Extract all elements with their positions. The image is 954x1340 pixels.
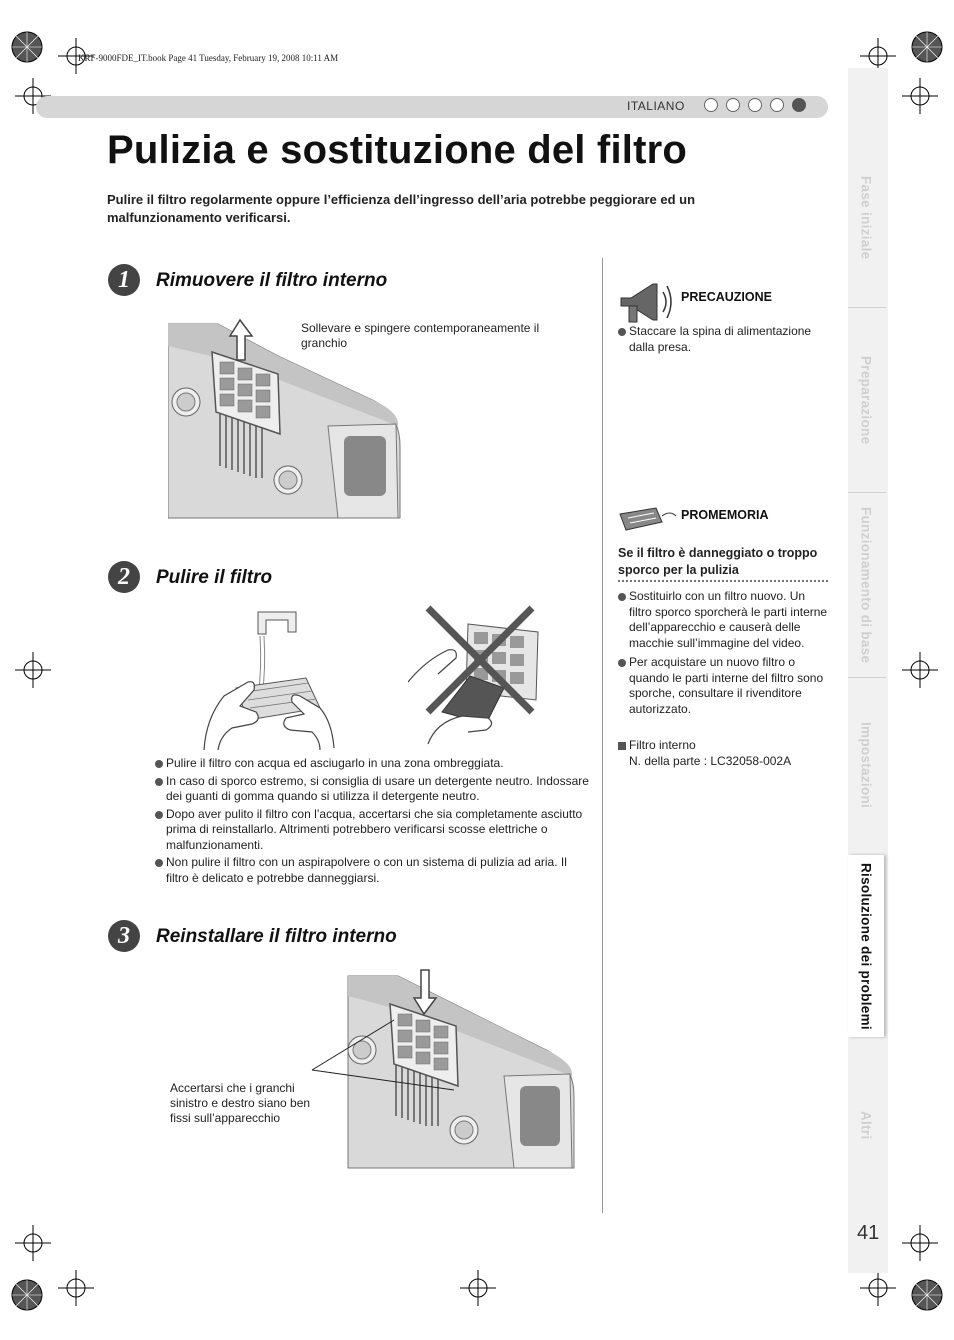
tab-separator: [848, 677, 886, 678]
step-3-caption: Accertarsi che i granchi sinistro e destro siano ben fissi sull’apparecchio: [170, 1081, 311, 1125]
language-label: ITALIANO: [627, 99, 685, 113]
section-progress-dots: [704, 98, 806, 112]
filter-install-illustration: [162, 966, 582, 1176]
book-info-line: KRF-9000FDE_IT.book Page 41 Tuesday, February 19, 2008 10:11 AM: [78, 53, 339, 63]
registration-mark-top-right-rosette: [910, 30, 944, 64]
crosshair-mark: [902, 1225, 938, 1261]
progress-dot: [704, 98, 718, 112]
list-item: In caso di sporco estremo, si consiglia di usare un detergente neutro. Indossare dei guanti di gomma quando si utilizza il detergente neutro.: [155, 774, 590, 805]
registration-mark-bottom-left-rosette: [10, 1278, 44, 1312]
tab-risoluzione-dei-problemi[interactable]: Risoluzione dei problemi: [848, 855, 884, 1037]
tab-separator: [848, 307, 886, 308]
memo-pencil-icon: [618, 504, 678, 532]
memo-list: [618, 589, 828, 719]
crosshair-mark: [902, 78, 938, 114]
registration-mark-top-left-rosette: [10, 30, 44, 64]
step-1-caption: Sollevare e spingere contemporaneamente il granchio: [301, 321, 540, 350]
list-item: Sostituirlo con un filtro nuovo. Un filtro sporco sporcherà le parti interne dell’apparecchio e causerà delle macchie sull’immagine del video.: [618, 589, 828, 651]
step-2-instructions: [155, 756, 590, 888]
tab-separator: [848, 492, 886, 493]
list-item: Per acquistare un nuovo filtro o quando le parti interne del filtro sono sporche, consultare il rivenditore autorizzato.: [618, 655, 828, 717]
tab-preparazione[interactable]: Preparazione: [858, 355, 874, 445]
tab-funzionamento-di-base[interactable]: Funzionamento di base: [858, 506, 874, 664]
caution-label: PRECAUZIONE: [681, 290, 772, 304]
list-item: Dopo aver pulito il filtro con l’acqua, accertarsi che sia completamente asciutto prima di reinstallarlo. Altrimenti potrebbero verificarsi scosse elettriche o malfunzionamenti.: [155, 807, 590, 854]
crosshair-mark: [902, 652, 938, 688]
progress-dot: [770, 98, 784, 112]
step-2-title: Pulire il filtro: [156, 567, 273, 588]
caution-list: [618, 324, 828, 357]
megaphone-icon: [617, 280, 677, 326]
memo-divider: [618, 580, 828, 582]
step-3-number: 3: [108, 920, 140, 952]
crosshair-mark: [860, 1270, 896, 1306]
crosshair-mark: [15, 1225, 51, 1261]
progress-dot: [748, 98, 762, 112]
list-item: Pulire il filtro con acqua ed asciugarlo in una zona ombreggiata.: [155, 756, 590, 772]
progress-dot-active: [792, 98, 806, 112]
step-3-title: Reinstallare il filtro interno: [156, 926, 397, 947]
washing-filter-illustration: [196, 608, 336, 753]
registration-mark-bottom-right-rosette: [910, 1278, 944, 1312]
crosshair-mark: [15, 652, 51, 688]
column-divider: [602, 258, 603, 1213]
tab-impostazioni[interactable]: Impostazioni: [858, 721, 874, 809]
progress-dot: [726, 98, 740, 112]
step-1-title: Rimuovere il filtro interno: [156, 270, 388, 291]
tab-altri[interactable]: Altri: [858, 1110, 874, 1140]
memo-label: PROMEMORIA: [681, 508, 769, 522]
page-number: 41: [857, 1222, 880, 1244]
crosshair-mark: [58, 1270, 94, 1306]
page-title: Pulizia e sostituzione del filtro: [107, 128, 687, 172]
step-1-number: 1: [108, 264, 140, 296]
list-item: Staccare la spina di alimentazione dalla presa.: [618, 324, 828, 355]
intro-text: Pulire il filtro regolarmente oppure l’efficienza dell’ingresso dell’aria potrebbe peggiorare ed un malfunzionamento verificarsi.: [107, 192, 696, 225]
step-2-number: 2: [108, 561, 140, 593]
part-label: Filtro interno: [618, 738, 696, 754]
crosshair-mark: [460, 1270, 496, 1306]
part-number: N. della parte : LC32058-002A: [629, 754, 792, 768]
tab-fase-iniziale[interactable]: Fase iniziale: [858, 175, 874, 260]
memo-heading: Se il filtro è danneggiato o troppo sporco per la pulizia: [618, 546, 818, 577]
list-item: Non pulire il filtro con un aspirapolvere o con un sistema di pulizia ad aria. Il filtro è delicato e potrebbe danneggiarsi.: [155, 855, 590, 886]
no-air-cleaning-illustration: [408, 604, 543, 749]
